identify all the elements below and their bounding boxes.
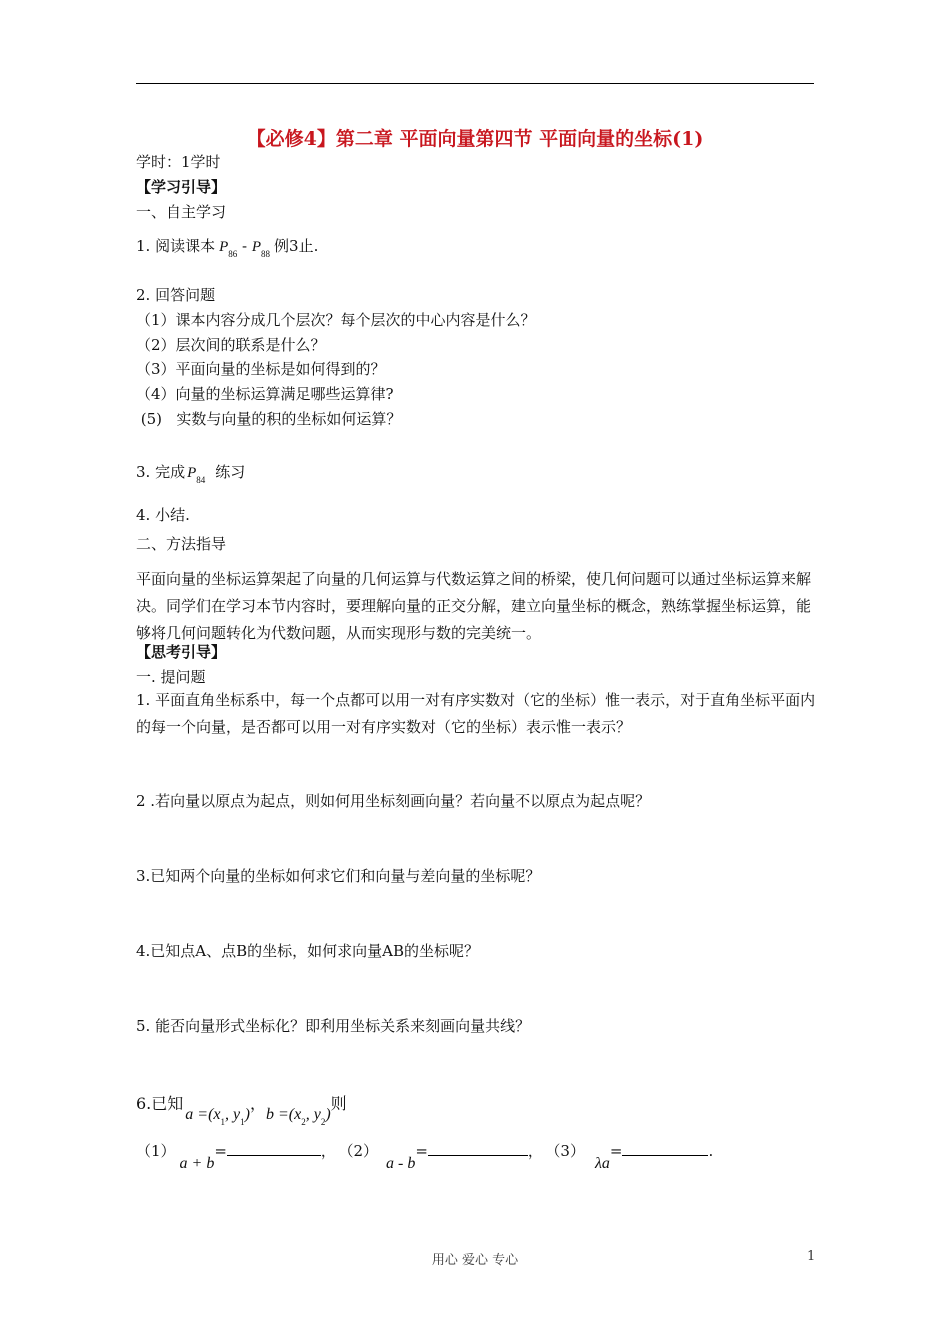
q6-comma: ， <box>249 1094 266 1113</box>
header-rule <box>136 83 814 84</box>
q6-part1-blank <box>227 1141 321 1156</box>
item-4: 4. 小结. <box>136 506 190 524</box>
q6-a-def-text: a =(x <box>185 1106 221 1123</box>
q6-part2-blank <box>428 1141 528 1156</box>
item1-suffix: 例3止. <box>274 237 319 255</box>
think-question-4: 4.已知点A、点B的坐标，如何求向量AB的坐标呢？ <box>136 942 480 960</box>
section-header-thinking-guide: 【思考引导】 <box>136 643 227 661</box>
item1-dash: - <box>237 237 252 255</box>
part1-heading: 一、自主学习 <box>136 203 227 221</box>
q6-sep2: ， <box>527 1142 543 1160</box>
item1-p-from-sub: 86 <box>228 249 238 259</box>
part2-heading: 二、方法指导 <box>136 535 227 553</box>
section-header-study-guide: 【学习引导】 <box>136 178 227 196</box>
think-heading: 一. 提问题 <box>136 668 206 686</box>
question-2: （2）层次间的联系是什么？ <box>136 336 326 354</box>
question-1: （1）课本内容分成几个层次？每个层次的中心内容是什么？ <box>136 311 536 329</box>
question-3: （3）平面向量的坐标是如何得到的？ <box>136 360 386 378</box>
q6-a-def-end: ) <box>244 1106 250 1123</box>
q6-b-def-sub2: 2 <box>320 1117 326 1127</box>
q6-b-def-end: ) <box>325 1106 331 1123</box>
item1-prefix: 1. 阅读课本 <box>136 237 216 255</box>
q6-part3-blank <box>622 1141 708 1156</box>
q6-part3-eq: = <box>609 1142 623 1160</box>
q6-prefix: 6.已知 <box>136 1094 184 1113</box>
q6-b-def-mid: , y <box>305 1106 321 1123</box>
item3-p-sub: 84 <box>196 475 206 485</box>
item3-prefix: 3. 完成 <box>136 463 186 481</box>
q6-b-definition <box>265 1106 331 1127</box>
class-hours: 学时：1学时 <box>136 153 221 171</box>
item1-p-to-sub: 88 <box>261 249 271 259</box>
q6-a-def-sub2: 1 <box>240 1117 245 1127</box>
q6-part1-label: （1） <box>136 1142 176 1160</box>
q6-part2-expr: a - b <box>385 1155 416 1172</box>
think-question-3: 3.已知两个向量的坐标如何求它们和向量与差向量的坐标呢？ <box>136 867 541 885</box>
footer-text: 用心 爱心 专心 <box>431 1253 519 1268</box>
q6-a-definition <box>185 1106 250 1127</box>
q6-suffix: 则 <box>330 1094 347 1113</box>
item1-p-to: P <box>251 239 262 255</box>
think-question-1: 1. 平面直角坐标系中，每一个点都可以用一对有序实数对（它的坐标）惟一表示，对于直角坐标平面内的每一个向量，是否都可以用一对有序实数对（它的坐标）表示惟一表示？ <box>136 691 816 736</box>
item-3 <box>136 462 245 490</box>
page-number: 1 <box>807 1249 816 1264</box>
q6-b-def-sub1: 2 <box>301 1117 306 1127</box>
question-5: (5) 实数与向量的积的坐标如何运算？ <box>136 410 402 428</box>
q6-part3-label: （3） <box>552 1142 585 1160</box>
q6-part1-expr: a + b <box>179 1155 215 1172</box>
method-paragraph: 平面向量的坐标运算架起了向量的几何运算与代数运算之间的桥梁，使几何问题可以通过坐标运算来解决。同学们在学习本节内容时，要理解向量的正交分解，建立向量坐标的概念，熟练掌握坐标运算，能够将几何问题转化为代数问题，从而实现形与数的完美统一。 <box>136 570 812 642</box>
q6-a-def-sub1: 1 <box>220 1117 226 1127</box>
question-6-parts <box>136 1141 714 1172</box>
q6-part2-label: （2） <box>345 1142 378 1160</box>
q6-part2-eq: = <box>415 1142 428 1160</box>
q6-part1-eq: = <box>214 1142 227 1160</box>
question-6-given <box>136 1094 347 1127</box>
think-question-2: 2 .若向量以原点为起点，则如何用坐标刻画向量？若向量不以原点为起点呢？ <box>136 792 651 810</box>
page-title: 【必修4】第二章 平面向量第四节 平面向量的坐标(1) <box>246 128 704 150</box>
q6-sep1: ， <box>320 1142 336 1160</box>
q6-a-def-mid: , y <box>225 1106 241 1123</box>
think-question-5: 5. 能否向量形式坐标化？即利用坐标关系来刻画向量共线？ <box>136 1017 531 1035</box>
item-1 <box>136 236 318 264</box>
item1-p-from: P <box>219 239 229 255</box>
question-4: （4）向量的坐标运算满足哪些运算律? <box>136 385 394 403</box>
item3-p: P <box>187 465 197 481</box>
q6-b-def-text: b =(x <box>265 1106 302 1123</box>
q6-part3-expr: λa <box>594 1155 610 1172</box>
item3-suffix: 练习 <box>215 463 246 481</box>
q6-end: . <box>708 1142 714 1160</box>
item-2: 2. 回答问题 <box>136 286 216 304</box>
